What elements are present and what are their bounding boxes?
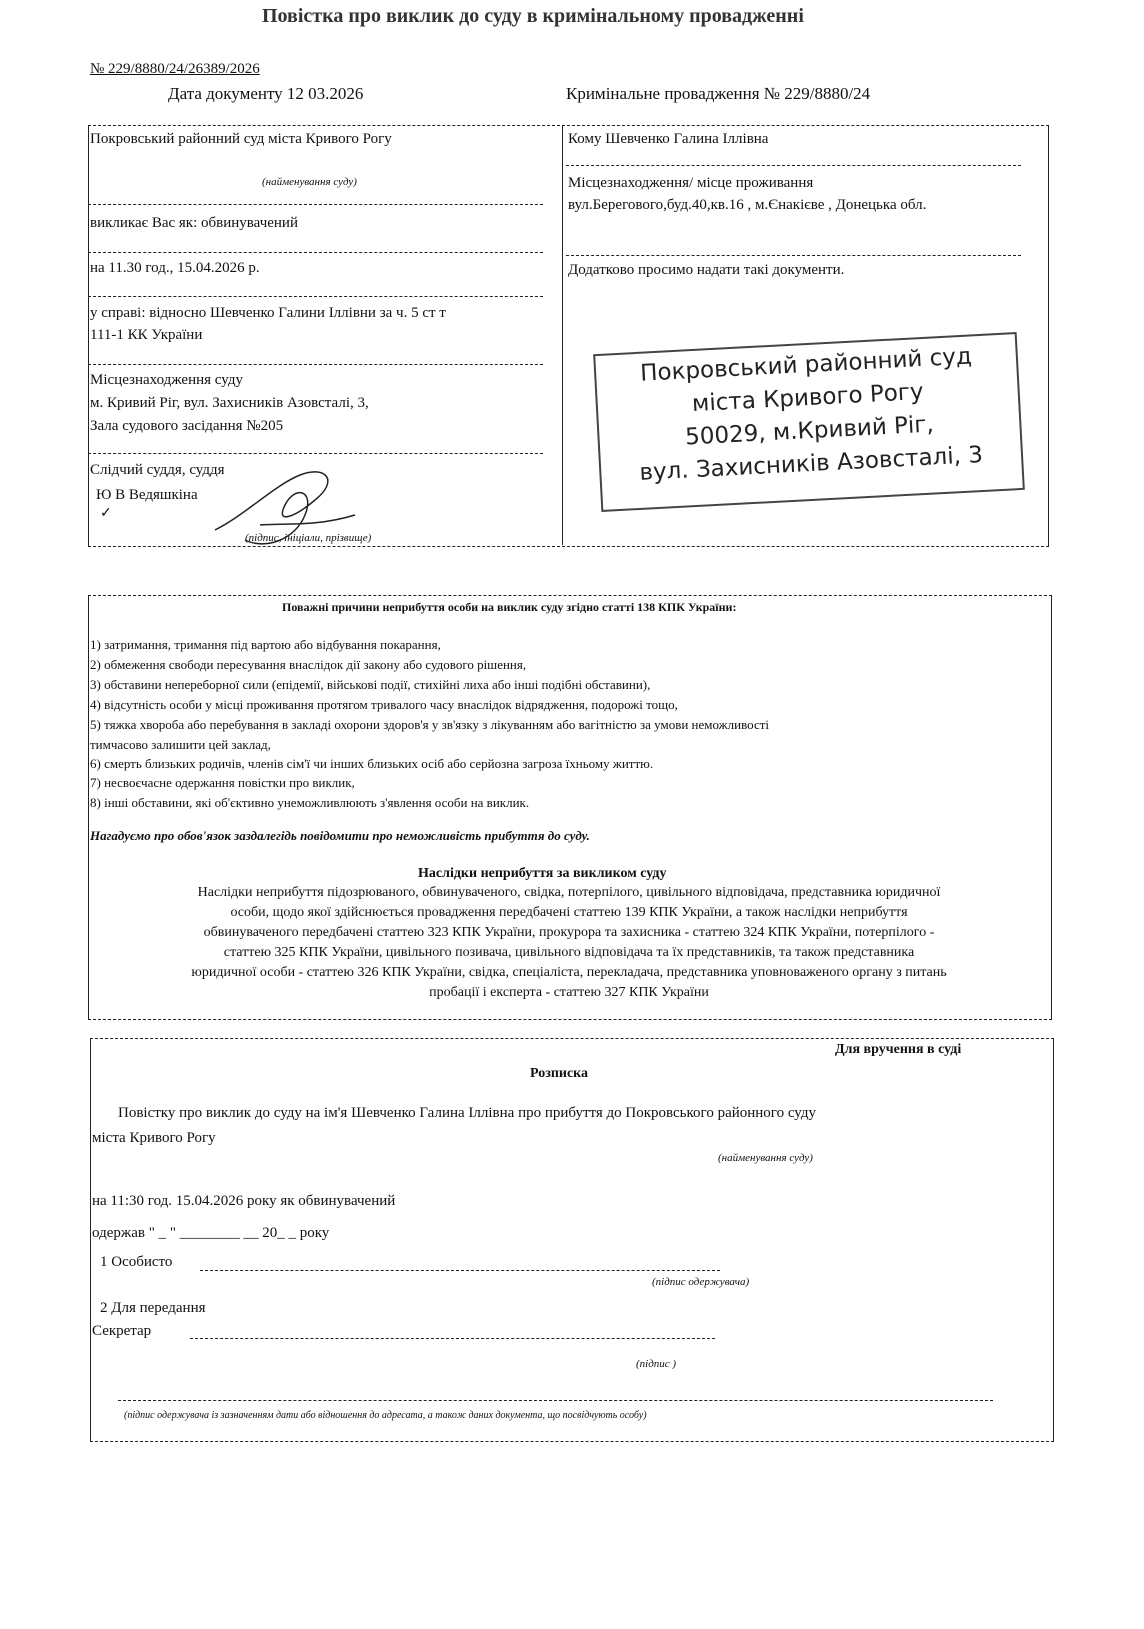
judge-signature-icon [205, 455, 365, 555]
court-address: м. Кривий Ріг, вул. Захисників Азовсталі, 3, [90, 395, 369, 411]
consequences-line: статтею 325 КПК України, цивільного позивача, цивільного відповідача та їх представників, та також представника [223, 945, 915, 960]
judge-label: Слідчий суддя, суддя [90, 462, 225, 478]
document-title: Повістка про виклик до суду в кримінальному провадженні [262, 5, 804, 27]
consequences-line: Наслідки неприбуття підозрюваного, обвинуваченого, свідка, потерпілого, цивільного відповідача, представника юридичної [197, 885, 941, 900]
consequences-line: особи, щодо якої здійснюється провадження передбачені статтею 139 КПК України, а також наслідки неприбуття [230, 905, 908, 920]
document-date: Дата документу 12 03.2026 [168, 84, 364, 103]
consequences-text [90, 883, 1048, 1003]
reasons-heading: Поважні причини неприбуття особи на виклик суду згідно статті 138 КПК України: [282, 600, 737, 614]
for-court-label: Для вручення в суді [835, 1042, 962, 1057]
court-location-label: Місцезнаходження суду [90, 372, 243, 388]
receipt-title: Розписка [530, 1066, 589, 1081]
stamp-line: Покровський районний суд [639, 343, 973, 387]
consequences-line: обвинуваченого передбачені статтею 323 КПК України, прокурора та захисника - статтею 324 КПК України, потерпілого - [203, 925, 935, 940]
reminder: Нагадуємо про обов'язок заздалегідь повідомити про неможливість прибуття до суду. [90, 828, 590, 843]
stamp-line: міста Кривого Рогу [691, 378, 925, 418]
summoned-as: викликає Вас як: обвинувачений [90, 215, 298, 231]
signature-caption: (підпис, ініціали, прізвище) [245, 532, 372, 544]
reason-item: 7) несвоєчасне одержання повістки про виклик, [90, 775, 355, 790]
stamp-line: 50029, м.Кривий Ріг, [684, 411, 935, 451]
reason-item: 8) інші обставини, які об'єктивно унеможливлюють з'явлення особи на виклик. [90, 795, 530, 810]
reason-item: 3) обставини непереборної сили (епідемії, військові події, стихійні лиха або інші подібні обставини), [90, 677, 651, 692]
judge-name: Ю В Ведяшкіна [96, 487, 198, 503]
court-name: Покровський районний суд міста Кривого Рогу [90, 131, 392, 147]
signature-caption: (підпис ) [636, 1358, 677, 1370]
recipient: Кому Шевченко Галина Іллівна [568, 131, 769, 147]
secretary-label: Секретар [92, 1323, 152, 1339]
residence-label: Місцезнаходження/ місце проживання [568, 175, 814, 191]
consequences-line: пробації і експерта - статтею 327 КПК України [429, 985, 709, 1000]
reason-item: 1) затримання, тримання під вартою або відбування покарання, [90, 637, 441, 652]
court-stamp [593, 332, 1025, 512]
footer-caption: (підпис одержувача із зазначенням дати або відношення до адресата, а також даних документа, що посвідчують особу) [124, 1410, 647, 1421]
document-number: № 229/8880/24/26389/2026 [90, 61, 260, 77]
personally-label: 1 Особисто [100, 1254, 173, 1270]
case-description: у справі: відносно Шевченко Галини Іллівни за ч. 5 ст т [90, 305, 446, 321]
consequences-line: юридичної особи - статтею 326 КПК України, свідка, спеціаліста, перекладача, представника уповноваженого органу з питань [191, 965, 947, 980]
column-divider [562, 125, 563, 545]
receipt-text: Повістку про виклик до суду на ім'я Шевченко Галина Іллівна про прибуття до Покровського районного суду [118, 1105, 816, 1121]
reason-item: 5) тяжка хвороба або перебування в закладі охорони здоров'я у зв'язку з лікуванням або вагітністю за умови неможливості [90, 717, 770, 732]
for-transfer-label: 2 Для передання [100, 1300, 206, 1316]
stamp-line: вул. Захисників Азовсталі, 3 [638, 441, 984, 486]
courtroom: Зала судового засідання №205 [90, 418, 284, 434]
checkmark-icon: ✓ [100, 506, 112, 521]
case-number: Кримінальне провадження № 229/8880/24 [566, 84, 871, 103]
reason-item: 2) обмеження свободи пересування внаслідок дії закону або судового рішення, [90, 657, 527, 672]
receipt-text-cont: міста Кривого Рогу [92, 1130, 216, 1146]
documents-request: Додатково просимо надати такі документи. [568, 262, 845, 278]
court-caption: (найменування суду) [718, 1152, 813, 1164]
reason-item: 4) відсутність особи у місці проживання протягом тривалого часу внаслідок відрядження, подорожі тощо, [90, 697, 678, 712]
receipt-time: на 11:30 год. 15.04.2026 року як обвинувачений [92, 1193, 396, 1209]
court-name-caption: (найменування суду) [262, 176, 357, 188]
received-date-field: одержав " _ " ________ __ 20_ _ року [92, 1225, 330, 1241]
recipient-signature-caption: (підпис одержувача) [652, 1276, 750, 1288]
hearing-time: на 11.30 год., 15.04.2026 р. [90, 260, 260, 276]
reason-item: 6) смерть близьких родичів, членів сім'ї чи інших близьких осіб або серйозна загроза їхньому життю. [90, 756, 654, 771]
reason-item: тимчасово залишити цей заклад, [90, 737, 271, 752]
consequences-heading: Наслідки неприбуття за викликом суду [418, 866, 667, 881]
residence-address: вул.Берегового,буд.40,кв.16 , м.Єнакієве , Донецька обл. [568, 197, 927, 213]
case-description-cont: 111-1 КК України [90, 327, 203, 343]
